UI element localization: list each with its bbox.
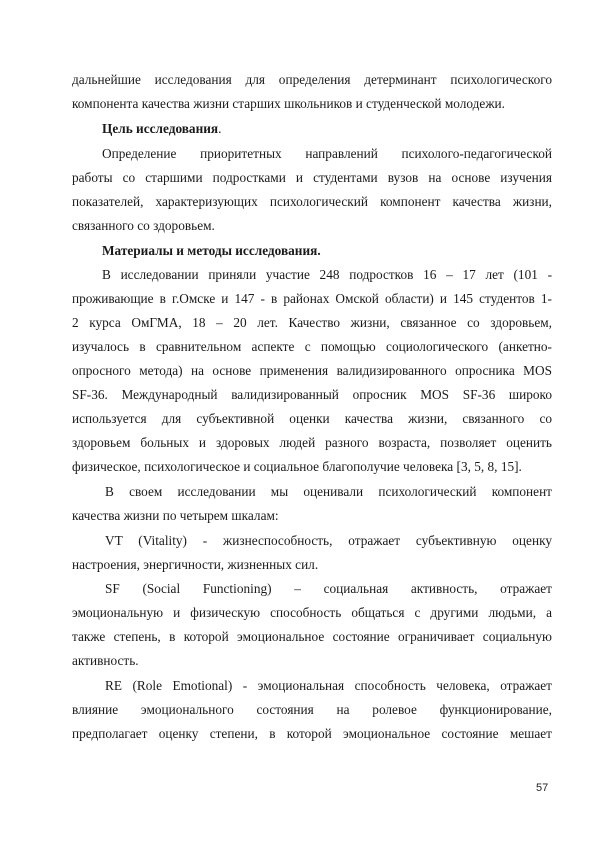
text-line: 2 курса ОмГМА, 18 – 20 лет. Качество жизни, связанное со здоровьем, [72, 315, 552, 330]
text-line: настроения, энергичности, жизненных сил. [72, 557, 319, 572]
text-line: качества жизни по четырем шкалам: [72, 508, 279, 523]
text-line: связанного со здоровьем. [72, 218, 215, 233]
text-line: показателей, характеризующих психологический компонент качества жизни, [72, 194, 552, 209]
section-heading-methods: Материалы и методы исследования. [102, 243, 321, 258]
text-line: В своем исследовании мы оценивали психологический компонент [105, 484, 552, 499]
text-line: влияние эмоционального состояния на ролевое функционирование, [72, 702, 552, 717]
text-line: используется для субъективной оценки качества жизни, связанного со [72, 411, 552, 426]
text-line: изучалось в сравнительном аспекте с помощью социологического (анкетно- [72, 339, 552, 354]
text-line: предполагает оценку степени, в которой эмоциональное состояние мешает [72, 726, 552, 741]
text-line: физическое, психологическое и социальное благополучие человека [3, 5, 8, 15]. [72, 459, 522, 474]
text-line: здоровьем больных и здоровых людей разного возраста, позволяет оценить [72, 435, 552, 450]
text-line: эмоциональную и физическую способность общаться с другими людьми, а [72, 605, 552, 620]
text-line: активность. [72, 653, 139, 668]
text-line: опросного метода) на основе применения валидизированного опросника MOS [72, 363, 552, 378]
text-line: работы со старшими подростками и студентами вузов на основе изучения [72, 170, 552, 185]
text-line: проживающие в г.Омске и 147 - в районах Омской области) и 145 студентов 1- [72, 291, 552, 306]
text-line: SF-36. Международный валидизированный опросник MOS SF-36 широко [72, 387, 552, 402]
section-heading-goal [102, 117, 552, 141]
text-line: также степень, в которой эмоциональное состояние ограничивает социальную [72, 629, 552, 644]
text-line: В исследовании приняли участие 248 подростков 16 – 17 лет (101 - [102, 267, 552, 282]
text-line: дальнейшие исследования для определения детерминант психологического [72, 72, 552, 87]
text-line: Определение приоритетных направлений психолого-педагогической [102, 146, 552, 161]
text-line: компонента качества жизни старших школьников и студенческой молодежи. [72, 96, 505, 111]
heading-period: . [218, 121, 222, 136]
page-number: 57 [536, 782, 549, 794]
heading-text: Цель исследования [102, 121, 219, 136]
text-line: RE (Role Emotional) - эмоциональная способность человека, отражает [105, 678, 552, 693]
text-line: SF (Social Functioning) – социальная активность, отражает [105, 581, 552, 596]
text-line: VT (Vitality) - жизнеспособность, отражает субъективную оценку [105, 533, 552, 548]
